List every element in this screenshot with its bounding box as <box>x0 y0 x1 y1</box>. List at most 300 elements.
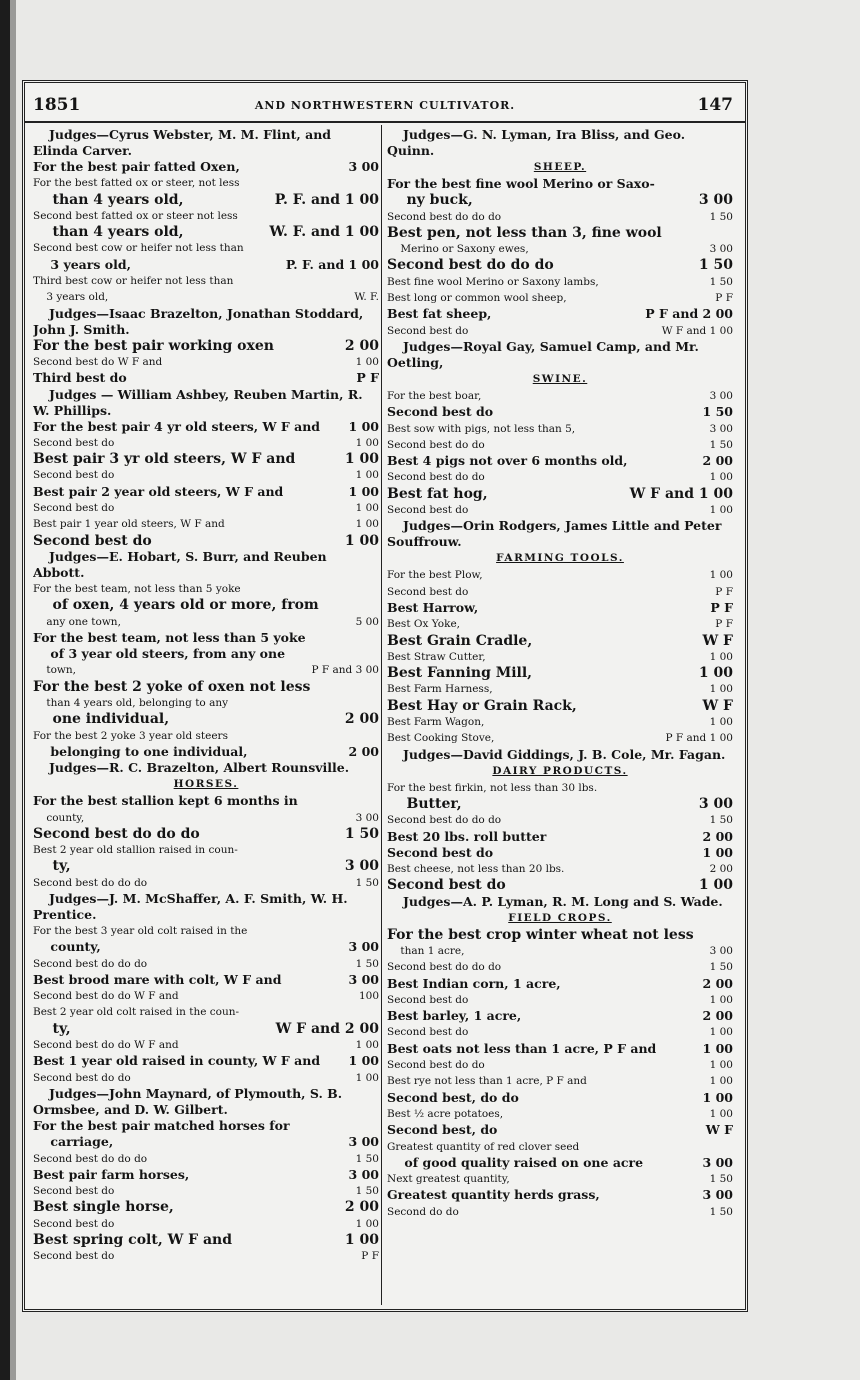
prize-entry <box>387 730 733 746</box>
header-year: 1851 <box>33 95 81 115</box>
prize-entry <box>387 665 733 681</box>
prize-description: For the best stallion kept 6 months in <box>33 793 298 809</box>
prize-entry <box>33 175 379 191</box>
prize-amount: 3 00 <box>355 811 379 824</box>
prize-entry <box>33 1248 379 1264</box>
prize-entry <box>33 419 379 435</box>
prize-entry <box>33 451 379 467</box>
judges-line: Judges—Isaac Brazelton, Jonathan Stoddard, John J. Smith. <box>33 305 364 337</box>
section-heading: SWINE. <box>532 372 588 385</box>
prize-entry <box>33 1151 379 1167</box>
prize-amount: 2 00 <box>709 863 733 876</box>
prize-description: than 4 years old, <box>33 224 184 241</box>
prize-entry <box>33 1037 379 1053</box>
prize-entry <box>33 1183 379 1199</box>
prize-amount: 2 00 <box>702 453 733 469</box>
prize-amount: P F <box>715 585 733 598</box>
prize-amount: 3 00 <box>709 944 733 957</box>
prize-amount: W. F. <box>354 291 379 304</box>
prize-amount: 1 00 <box>698 877 733 894</box>
prize-entry <box>387 681 733 697</box>
prize-amount: 3 00 <box>702 1154 733 1170</box>
prize-amount: 1 50 <box>355 876 379 889</box>
prize-amount: W F <box>702 632 733 649</box>
prize-amount: 3 00 <box>348 939 379 955</box>
prize-amount: P F and 2 00 <box>645 306 733 322</box>
prize-description: Best oats not less than 1 acre, P F and <box>387 1040 657 1056</box>
prize-amount: P F <box>715 618 733 631</box>
prize-entry <box>387 404 733 420</box>
prize-description: Best 4 pigs not over 6 months old, <box>387 453 628 469</box>
page-header <box>25 83 745 123</box>
prize-description: For the best pair matched horses for <box>33 1117 290 1133</box>
prize-entry <box>33 858 379 874</box>
prize-entry <box>33 581 379 597</box>
prize-entry <box>387 241 733 257</box>
prize-amount: W F and 2 00 <box>275 1020 379 1037</box>
prize-amount: 2 00 <box>702 975 733 991</box>
prize-description: of 3 year old steers, from any one <box>33 646 286 662</box>
prize-description: Second best do do do <box>387 961 502 974</box>
prize-description: Second best do <box>33 1217 115 1230</box>
prize-description: Second best do do W F and <box>33 990 179 1003</box>
prize-description: one individual, <box>33 711 170 728</box>
prize-description: 3 years old, <box>33 256 131 272</box>
prize-description: For the best pair 4 yr old steers, W F and <box>33 418 321 434</box>
section-heading: DAIRY PRODUCTS. <box>492 764 628 777</box>
prize-description: Third best do <box>33 370 127 386</box>
prize-amount: 3 00 <box>348 159 379 174</box>
prize-description: For the best Plow, <box>387 569 483 582</box>
prize-description: Second best do <box>387 844 494 860</box>
prize-description: Best rye not less than 1 acre, P F and <box>387 1075 587 1088</box>
prize-description: Best 2 year old stallion raised in coun- <box>33 844 238 857</box>
prize-amount: 1 00 <box>355 355 379 368</box>
prize-description: Second best do do do <box>33 876 148 889</box>
prize-description: Second best do <box>387 877 506 894</box>
prize-entry <box>33 793 379 809</box>
prize-entry <box>33 679 379 695</box>
prize-amount: 2 00 <box>702 1008 733 1024</box>
prize-amount: 1 00 <box>348 483 379 499</box>
prize-entry <box>33 192 379 208</box>
prize-amount: 1 50 <box>709 210 733 223</box>
prize-description: Second best do <box>33 1250 115 1263</box>
judges-line: Judges—Cyrus Webster, M. M. Flint, and Elinda Carver. <box>33 127 332 158</box>
prize-description: Best Straw Cutter, <box>387 650 486 663</box>
prize-description: Greatest quantity herds grass, <box>387 1187 600 1203</box>
prize-description: ty, <box>33 1020 71 1037</box>
prize-description: of good quality raised on one acre <box>387 1154 644 1170</box>
prize-amount: 3 00 <box>709 243 733 256</box>
prize-description: Best Harrow, <box>387 599 479 615</box>
prize-entry <box>387 796 733 812</box>
prize-entry <box>387 649 733 665</box>
prize-amount: 1 50 <box>709 814 733 827</box>
prize-amount: 3 00 <box>348 1166 379 1182</box>
prize-entry <box>387 1041 733 1057</box>
prize-amount: 1 00 <box>709 1059 733 1072</box>
prize-entry <box>387 1155 733 1171</box>
prize-entry <box>33 728 379 744</box>
prize-amount: P. F. and 1 00 <box>285 256 379 272</box>
prize-description: Greatest quantity of red clover seed <box>387 1140 580 1153</box>
prize-entry <box>387 209 733 225</box>
prize-description: Best barley, 1 acre, <box>387 1008 522 1024</box>
prize-entry <box>387 992 733 1008</box>
prize-entry <box>387 616 733 632</box>
prize-entry <box>33 810 379 826</box>
prize-entry <box>387 812 733 828</box>
prize-entry <box>387 486 733 502</box>
prize-entry <box>387 698 733 714</box>
prize-amount: 1 00 <box>698 665 733 682</box>
prize-amount: 1 50 <box>709 961 733 974</box>
prize-amount: 3 00 <box>344 858 379 875</box>
prize-entry <box>387 1187 733 1203</box>
prize-entry <box>33 956 379 972</box>
prize-entry <box>387 976 733 992</box>
prize-amount: 3 00 <box>698 795 733 812</box>
prize-amount: P. F. and 1 00 <box>274 191 379 208</box>
prize-description: Best Indian corn, 1 acre, <box>387 975 561 991</box>
prize-description: Best fat hog, <box>387 485 488 502</box>
prize-description: Second best do <box>33 532 152 549</box>
prize-description: ny buck, <box>387 192 473 209</box>
prize-entry <box>387 469 733 485</box>
prize-description: Second best cow or heifer not less than <box>33 242 244 255</box>
prize-description: Best fat sheep, <box>387 306 492 322</box>
prize-description: Butter, <box>387 795 462 812</box>
page-binding-shadow <box>10 0 16 1380</box>
prize-description: Best Fanning Mill, <box>387 665 533 682</box>
printed-page <box>22 80 748 1312</box>
prize-amount: P F <box>715 292 733 305</box>
prize-description: Second best, do <box>387 1122 498 1138</box>
prize-description: Second best do do do <box>33 825 200 842</box>
prize-entry <box>33 354 379 370</box>
prize-entry <box>33 695 379 711</box>
prize-entry <box>387 192 733 208</box>
prize-description: For the best boar, <box>387 389 482 402</box>
header-page-number: 147 <box>697 95 733 115</box>
prize-entry <box>387 584 733 600</box>
prize-entry <box>387 1073 733 1089</box>
prize-description: than 1 acre, <box>387 944 465 957</box>
prize-amount: 1 50 <box>355 957 379 970</box>
prize-description: Second best do <box>387 1026 469 1039</box>
prize-entry <box>387 257 733 273</box>
prize-entry <box>387 1204 733 1220</box>
judges-line: Judges—John Maynard, of Plymouth, S. B. Ormsbee, and D. W. Gilbert. <box>33 1085 343 1117</box>
prize-amount: 1 00 <box>709 1026 733 1039</box>
prize-amount: 3 00 <box>348 971 379 987</box>
prize-entry <box>387 1171 733 1187</box>
prize-amount: P F and 3 00 <box>311 664 379 677</box>
prize-entry <box>33 1118 379 1134</box>
prize-amount: 1 00 <box>709 504 733 517</box>
left-column <box>33 127 379 1303</box>
prize-description: Second best do <box>33 469 115 482</box>
prize-description: For the best team, not less than 5 yoke <box>33 629 306 645</box>
prize-amount: 1 00 <box>709 1075 733 1088</box>
prize-description: county, <box>33 939 101 955</box>
prize-description: Third best cow or heifer not less than <box>33 275 234 288</box>
prize-description: Best single horse, <box>33 1199 174 1216</box>
prize-description: For the best team, not less than 5 yoke <box>33 582 241 595</box>
column-divider <box>381 125 382 1305</box>
prize-description: Best 2 year old colt raised in the coun- <box>33 1006 240 1019</box>
prize-description: For the best pair working oxen <box>33 337 274 354</box>
prize-entry <box>33 662 379 678</box>
prize-description: county, <box>33 811 85 824</box>
prize-amount: 1 00 <box>702 1089 733 1105</box>
prize-amount: 1 00 <box>709 993 733 1006</box>
judges-line: Judges—J. M. McShaffer, A. F. Smith, W. H. Prentice. <box>33 890 348 922</box>
prize-amount: 1 00 <box>355 1071 379 1084</box>
prize-description: Next greatest quantity, <box>387 1173 510 1186</box>
prize-entry <box>33 1167 379 1183</box>
prize-entry <box>387 877 733 893</box>
prize-amount: 1 00 <box>709 1107 733 1120</box>
prize-entry <box>33 338 379 354</box>
prize-entry <box>33 370 379 386</box>
prize-description: Best pair 1 year old steers, W F and <box>33 518 225 531</box>
prize-description: Second best do do W F and <box>33 1039 179 1052</box>
prize-description: ty, <box>33 858 71 875</box>
prize-amount: 1 00 <box>702 844 733 860</box>
prize-amount: 1 50 <box>702 404 733 420</box>
prize-description: Best long or common wool sheep, <box>387 292 567 305</box>
prize-description: than 4 years old, belonging to any <box>33 697 229 710</box>
prize-amount: 1 50 <box>698 257 733 274</box>
prize-description: Best Farm Harness, <box>387 683 493 696</box>
prize-entry <box>387 567 733 583</box>
right-column <box>387 127 733 1303</box>
prize-amount: 2 00 <box>702 828 733 844</box>
prize-entry <box>387 1139 733 1155</box>
prize-entry <box>387 388 733 404</box>
prize-description: For the best pair fatted Oxen, <box>33 159 240 174</box>
prize-description: For the best 3 year old colt raised in the <box>33 924 248 937</box>
prize-entry <box>33 1021 379 1037</box>
judges-line: Judges — William Ashbey, Reuben Martin, R. W. Phillips. <box>33 386 363 418</box>
judges-line: Judges—E. Hobart, S. Burr, and Reuben Abbott. <box>33 548 327 580</box>
prize-entry <box>387 421 733 437</box>
prize-entry <box>387 714 733 730</box>
judges-line: Judges—David Giddings, J. B. Cole, Mr. Fagan. <box>403 746 726 762</box>
prize-entry <box>33 744 379 760</box>
prize-amount: 2 00 <box>344 1199 379 1216</box>
prize-description: Second best do do <box>33 1071 131 1084</box>
prize-description: 3 years old, <box>33 291 109 304</box>
prize-description: Best 20 lbs. roll butter <box>387 828 547 844</box>
prize-description: Second best do <box>33 502 115 515</box>
prize-description: Second best do do do <box>387 257 554 274</box>
prize-amount: 1 00 <box>355 1039 379 1052</box>
prize-entry <box>387 927 733 943</box>
prize-description: Best pen, not less than 3, fine wool <box>387 224 662 241</box>
prize-amount: 1 00 <box>355 518 379 531</box>
prize-entry <box>33 939 379 955</box>
prize-description: Best Hay or Grain Rack, <box>387 697 577 714</box>
prize-entry <box>387 943 733 959</box>
section-heading: FARMING TOOLS. <box>496 552 624 565</box>
prize-amount: 3 00 <box>709 389 733 402</box>
prize-entry <box>33 597 379 613</box>
prize-amount: 2 00 <box>344 711 379 728</box>
prize-amount: 1 50 <box>709 1205 733 1218</box>
prize-amount: 5 00 <box>355 615 379 628</box>
page-binding-edge <box>0 0 10 1380</box>
prize-entry <box>33 1070 379 1086</box>
prize-description: Best fine wool Merino or Saxony lambs, <box>387 275 599 288</box>
prize-description: belonging to one individual, <box>33 743 248 759</box>
prize-amount: 3 00 <box>709 422 733 435</box>
prize-entry <box>387 959 733 975</box>
prize-entry <box>33 972 379 988</box>
prize-description: Second best do do <box>387 471 485 484</box>
judges-line: Judges—Royal Gay, Samuel Camp, and Mr. Oetling, <box>387 338 699 370</box>
prize-entry <box>387 1090 733 1106</box>
section-heading: HORSES. <box>173 778 239 791</box>
prize-description: town, <box>33 664 76 677</box>
prize-amount: 1 50 <box>709 438 733 451</box>
prize-description: Best Ox Yoke, <box>387 618 460 631</box>
prize-amount: 1 00 <box>709 716 733 729</box>
prize-entry <box>33 159 379 175</box>
prize-entry <box>33 224 379 240</box>
prize-entry <box>33 273 379 289</box>
prize-description: Best cheese, not less than 20 lbs. <box>387 863 565 876</box>
prize-entry <box>33 1232 379 1248</box>
prize-entry <box>33 484 379 500</box>
prize-entry <box>387 176 733 192</box>
prize-description: Best brood mare with colt, W F and <box>33 971 282 987</box>
prize-amount: P F <box>356 370 379 386</box>
prize-description: carriage, <box>33 1134 114 1150</box>
prize-amount: 1 50 <box>355 1185 379 1198</box>
prize-amount: 3 00 <box>698 192 733 209</box>
prize-amount: 1 00 <box>355 469 379 482</box>
prize-amount: P F <box>710 599 733 615</box>
prize-description: For the best fine wool Merino or Saxo- <box>387 176 655 191</box>
prize-entry <box>387 274 733 290</box>
prize-entry <box>33 988 379 1004</box>
prize-description: Best ½ acre potatoes, <box>387 1107 504 1120</box>
prize-amount: 1 50 <box>709 275 733 288</box>
prize-amount: P F and 1 00 <box>665 732 733 745</box>
prize-description: For the best fatted ox or steer, not less <box>33 177 240 190</box>
prize-description: Second best do W F and <box>33 355 163 368</box>
prize-amount: 2 00 <box>348 743 379 759</box>
judges-line: Judges—G. N. Lyman, Ira Bliss, and Geo. Quinn. <box>387 127 686 158</box>
judges-line: Judges—A. P. Lyman, R. M. Long and S. Wade. <box>403 893 723 909</box>
prize-entry <box>33 875 379 891</box>
prize-entry <box>33 208 379 224</box>
prize-description: Second best fatted ox or steer not less <box>33 209 238 222</box>
prize-description: Best Farm Wagon, <box>387 716 485 729</box>
prize-description: Second best do do do <box>33 1152 148 1165</box>
prize-entry <box>33 1199 379 1215</box>
prize-description: Second best do <box>33 1185 115 1198</box>
prize-description: Second best do <box>387 993 469 1006</box>
prize-entry <box>387 437 733 453</box>
prize-entry <box>33 842 379 858</box>
prize-description: Second best do do <box>387 438 485 451</box>
prize-entry <box>33 500 379 516</box>
prize-amount: 1 00 <box>709 650 733 663</box>
prize-entry <box>387 633 733 649</box>
prize-entry <box>33 630 379 646</box>
prize-amount: 3 00 <box>702 1187 733 1203</box>
prize-description: Best sow with pigs, not less than 5, <box>387 422 576 435</box>
prize-description: Second best do <box>33 436 115 449</box>
prize-description: Second best do do do <box>387 814 502 827</box>
prize-entry <box>387 861 733 877</box>
prize-entry <box>33 923 379 939</box>
prize-description: Second best do <box>387 404 494 420</box>
judges-line: Judges—Orin Rodgers, James Little and Peter Souffrouw. <box>387 518 722 550</box>
section-heading: SHEEP. <box>533 161 587 173</box>
prize-entry <box>387 829 733 845</box>
prize-description: Second best do <box>387 504 469 517</box>
prize-entry <box>387 845 733 861</box>
prize-entry <box>387 1008 733 1024</box>
prize-amount: 1 00 <box>344 451 379 468</box>
prize-description: Merino or Saxony ewes, <box>387 243 529 256</box>
prize-amount: 1 50 <box>344 825 379 842</box>
prize-amount: 2 00 <box>344 337 379 354</box>
prize-description: Best Grain Cradle, <box>387 632 533 649</box>
prize-entry <box>33 533 379 549</box>
prize-entry <box>33 1053 379 1069</box>
prize-description: any one town, <box>33 615 121 628</box>
prize-description: Second best do <box>387 585 469 598</box>
prize-amount: 1 00 <box>344 1232 379 1249</box>
prize-amount: 1 00 <box>702 1040 733 1056</box>
prize-entry <box>33 1216 379 1232</box>
prize-entry <box>387 780 733 796</box>
prize-amount: W F <box>702 697 733 714</box>
prize-amount: W F and 1 00 <box>661 324 733 337</box>
prize-description: Second best, do do <box>387 1089 519 1105</box>
header-title: AND NORTHWESTERN CULTIVATOR. <box>254 99 516 112</box>
prize-description: Best Cooking Stove, <box>387 732 495 745</box>
prize-description: Best spring colt, W F and <box>33 1232 233 1249</box>
prize-description: Second best do do do <box>33 957 148 970</box>
prize-entry <box>387 1122 733 1138</box>
prize-amount: 1 00 <box>355 502 379 515</box>
prize-description: Best pair 3 yr old steers, W F and <box>33 451 296 468</box>
prize-entry <box>387 453 733 469</box>
prize-entry <box>387 600 733 616</box>
prize-description: Second best do do <box>387 1059 485 1072</box>
prize-amount: 1 00 <box>344 532 379 549</box>
prize-entry <box>33 614 379 630</box>
prize-description: Second best do do do <box>387 210 502 223</box>
prize-entry <box>387 502 733 518</box>
prize-description: For the best firkin, not less than 30 lbs. <box>387 781 598 794</box>
prize-description: For the best 2 yoke 3 year old steers <box>33 729 228 742</box>
prize-amount: 1 50 <box>355 1152 379 1165</box>
prize-entry <box>33 646 379 662</box>
prize-amount: 1 50 <box>709 1173 733 1186</box>
prize-entry <box>387 306 733 322</box>
prize-description: For the best 2 yoke of oxen not less <box>33 678 311 695</box>
prize-entry <box>387 1106 733 1122</box>
prize-entry <box>33 711 379 727</box>
